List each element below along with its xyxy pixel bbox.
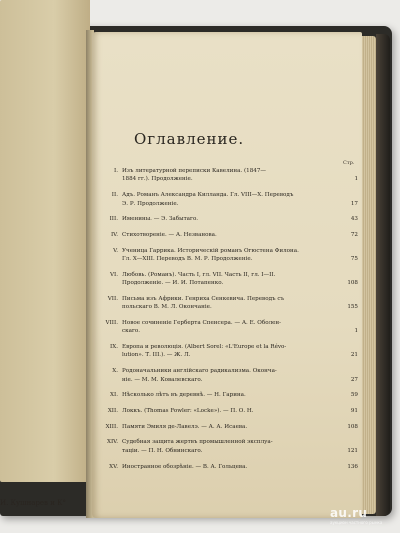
toc-entry [101, 247, 358, 264]
toc-entry-title [122, 271, 340, 288]
toc-entry [101, 215, 358, 223]
toc-entry-line: Новое сочиненіе Герберта Спенсера. — А. Е. Оболен- [122, 319, 282, 326]
toc-entry-title [122, 391, 340, 399]
toc-entry-number: XI. [110, 392, 118, 399]
toc-entry-line: скаго. [122, 328, 141, 335]
toc-entry-page: 1 [354, 176, 358, 183]
toc-entry [101, 191, 358, 208]
toc-entry-number: XIV. [106, 439, 118, 446]
toc-entry [101, 391, 358, 399]
toc-entry-page: 43 [350, 216, 358, 223]
toc-entry-page: 59 [350, 392, 358, 399]
toc-entry-line: Адъ. Романъ Александра Килланда. Гл. VIII—X. Переводъ [122, 192, 294, 199]
toc-entry-title [122, 319, 340, 336]
page-column-label: Стр. [343, 160, 355, 166]
toc-entry-line: ніе. — М. М. Ковалевскаго. [122, 376, 203, 383]
toc-entry-title [122, 247, 340, 264]
toc-entry-title [122, 463, 340, 471]
toc-entry-title [122, 423, 340, 431]
toc-entry-line: Продолженіе. — И. И. Потапенко. [122, 280, 224, 287]
toc-entry-title [122, 407, 340, 415]
toc-entry-page: 136 [347, 463, 358, 470]
toc-entry-number: VIII. [105, 319, 118, 326]
toc-entry-line: польскаго В. М. Л. Окончаніе. [122, 304, 212, 311]
toc-entry-number: VI. [109, 271, 118, 278]
toc-entry-number: V. [113, 247, 118, 254]
toc-entry-page: 1 [354, 328, 358, 335]
toc-entry-number: II. [111, 192, 118, 199]
toc-entry-title [122, 215, 340, 223]
table-of-contents [101, 167, 358, 478]
toc-entry [101, 438, 358, 455]
toc-entry-number: IV. [110, 231, 118, 238]
toc-entry-number: X. [112, 368, 118, 375]
toc-entry [101, 423, 358, 431]
toc-entry-number: I. [114, 168, 118, 174]
toc-entry-line: таціи. — П. Н. Обнинскаго. [122, 447, 203, 454]
toc-entry-title [122, 343, 340, 360]
toc-entry-page: 155 [347, 304, 358, 311]
left-page [0, 0, 90, 482]
toc-entry [101, 319, 358, 336]
watermark-tagline: аукцион частного рынка [330, 520, 383, 525]
toc-entry [101, 407, 358, 415]
toc-entry-line: 1884 гг.). Продолженіе. [122, 176, 193, 183]
toc-entry-title [122, 191, 340, 208]
toc-entry [101, 295, 358, 312]
toc-entry-line: Ученица Гаррика. Историческій романъ Огюстена Филона. [122, 247, 299, 254]
toc-entry-page: 17 [350, 200, 358, 207]
watermark-logo: au.ru [330, 506, 368, 520]
toc-entry-number: XIII. [105, 423, 118, 430]
toc-entry-line: Именины. — Э. Забытаго. [122, 216, 199, 223]
toc-entry-page: 27 [350, 376, 358, 383]
toc-entry-line: Иностранное обозрѣніе. — В. А. Гольцева. [122, 463, 248, 470]
toc-entry-line: Памяти Эмиля де-Лавелэ. — А. А. Исаева. [122, 423, 248, 430]
toc-entry-page: 108 [347, 423, 358, 430]
toc-entry-title [122, 167, 340, 184]
toc-entry-page: 21 [350, 352, 358, 359]
toc-entry-number: VII. [107, 295, 118, 302]
toc-entry-line: Европа и революція. (Albert Sorel: «L'Europe et la Révo- [122, 344, 287, 351]
toc-entry-page: 121 [347, 447, 358, 454]
toc-entry [101, 271, 358, 288]
printer-imprint: И. Кушнарев и К° [0, 499, 67, 507]
toc-entry-number: IX. [110, 344, 118, 351]
toc-entry-line: Нѣсколько лѣтъ въ деревнѣ. — Н. Гарина. [122, 392, 246, 399]
toc-entry-page: 72 [350, 231, 358, 238]
toc-entry-page: 91 [350, 407, 358, 414]
toc-entry-number: XII. [107, 407, 118, 414]
toc-entry [101, 343, 358, 360]
toc-entry-number: XV. [109, 463, 118, 470]
toc-entry-line: Любовь. (Романъ). Часть I, гл. VII. Часть II, гл. I—II. [122, 271, 276, 278]
toc-entry-line: Родоначальники англійскаго радикализма. Оконча- [122, 368, 277, 375]
toc-entry [101, 367, 358, 384]
toc-entry-title [122, 295, 340, 312]
toc-entry-title [122, 367, 340, 384]
page-title: Оглавление. [134, 130, 245, 148]
toc-entry-number: III. [109, 216, 118, 223]
toc-entry-line: Э. Р. Продолженіе. [122, 200, 179, 207]
toc-entry-page: 108 [347, 280, 358, 287]
toc-entry-line: Письма изъ Африки. Генриха Сенкевича. Переводъ съ [122, 295, 285, 302]
toc-entry-line: Судебная защита жертвъ промышленной эксплуа- [122, 439, 273, 446]
toc-entry-line: Локкъ. (Thomas Fowler: «Locke»). — П. О. Н. [122, 407, 254, 414]
toc-entry [101, 231, 358, 239]
toc-entry-line: lution». Т. III.). — Ж. Л. [122, 352, 191, 359]
toc-entry-page: 75 [350, 256, 358, 263]
toc-entry [101, 167, 358, 184]
toc-entry-title [122, 438, 340, 455]
page-edges [362, 36, 376, 514]
toc-entry-title [122, 231, 340, 239]
toc-entry-line: Гл. X—XIII. Переводъ В. М. Р. Продолженіе. [122, 256, 253, 263]
toc-entry-line: Стихотвореніе. — А. Незванова. [122, 231, 217, 238]
toc-entry [101, 463, 358, 471]
toc-entry-line: Изъ литературной переписки Кавелина. (1847— [122, 168, 266, 174]
book-spine [376, 34, 390, 516]
